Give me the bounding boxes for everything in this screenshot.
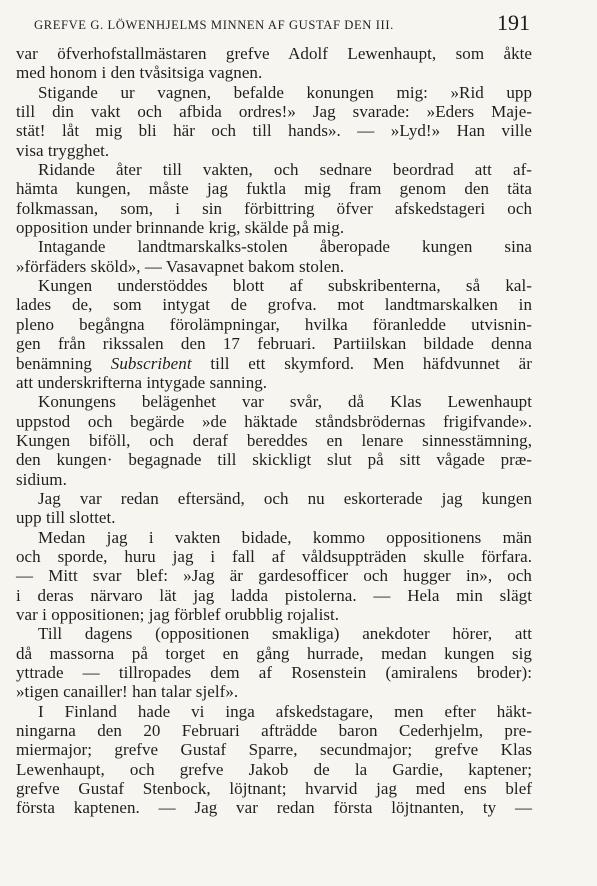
text-line: Konungens belägenhet var svår, då Klas Lewenhaupt bbox=[38, 392, 532, 412]
text-line: stät! låt mig bli här och till hands». — »Lyd!» Han ville bbox=[16, 121, 532, 141]
page-number: 191 bbox=[497, 10, 530, 35]
text-line: opposition under brinnande krig, skälde på mig. bbox=[16, 218, 345, 238]
running-title: GREFVE G. LÖWENHJELMS MINNEN AF GUSTAF DEN III. bbox=[34, 18, 394, 32]
text-line: i deras närvaro lät jag ladda pistolerna. — Hela min slägt bbox=[16, 585, 532, 605]
text-line: Lewenhaupt, och grefve Jakob de la Gardie, kaptener; bbox=[16, 759, 532, 779]
text-line: hämta kungen, måste jag fuktla mig fram genom den täta bbox=[16, 179, 532, 199]
text-line: Jag var redan eftersänd, och nu eskorterade jag kungen bbox=[38, 488, 532, 508]
text-line: ningarna den 20 Februari afträdde baron Cederhjelm, pre- bbox=[16, 721, 532, 741]
text-line: lades de, som intygat de grofva. mot landtmarskalken in bbox=[16, 295, 532, 315]
text-line: Ridande åter till vakten, och sednare beordrad att af- bbox=[38, 160, 532, 180]
text-line: Intagande landtmarskalks-stolen åberopade kungen sina bbox=[38, 237, 532, 257]
text-line: grefve Gustaf Stenbock, löjtnant; hvarvid jag med ens blef bbox=[16, 779, 532, 799]
text-line: gen från rikssalen den 17 februari. Partiilskan bildade denna bbox=[16, 334, 532, 354]
text-line: var i oppositionen; jag förblef orubblig rojalist. bbox=[16, 604, 340, 624]
text-line: upp till slottet. bbox=[16, 508, 116, 528]
text-line: Stigande ur vagnen, befalde konungen mig: »Rid upp bbox=[38, 82, 532, 102]
text-line: benämning Subscribent till ett skymford. Men häfdvunnet är bbox=[16, 353, 532, 373]
text-line: Kungen understöddes blott af subskribenterna, så kal- bbox=[38, 276, 532, 296]
text-line: att underskrifterna intygade sanning. bbox=[16, 372, 268, 392]
text-line: — Mitt svar blef: »Jag är gardesofficer och hugger in», och bbox=[16, 566, 532, 586]
text-line: »tigen canailler! han talar sjelf». bbox=[16, 682, 239, 702]
body-text bbox=[16, 44, 532, 818]
text-line: då massorna på torget en gång hurrade, medan kungen sig bbox=[16, 643, 532, 663]
text-line: sidium. bbox=[16, 469, 67, 489]
text-line: med honom i den tvåsitsiga vagnen. bbox=[16, 63, 263, 83]
text-line: var öfverhofstallmästaren grefve Adolf Lewenhaupt, som åkte bbox=[16, 44, 532, 63]
text-line: den kungen· begagnade till skickligt slut på sitt vågade præ- bbox=[16, 450, 532, 470]
text-line: miermajor; grefve Gustaf Sparre, secundmajor; grefve Klas bbox=[16, 740, 532, 760]
text-line: pleno begångna förolämpningar, hvilka föranledde utvisnin- bbox=[16, 314, 532, 334]
text-line: Till dagens (oppositionen smakliga) anekdoter hörer, att bbox=[38, 624, 532, 644]
text-line: Kungen biföll, och deraf bereddes en lenare sinnesstämning, bbox=[16, 430, 532, 450]
text-line: »förfäders sköld», — Vasavapnet bakom stolen. bbox=[16, 256, 345, 276]
italic-term: Subscribent bbox=[110, 353, 192, 373]
text-line: yttrade — tillropades dem af Rosenstein (amiralens broder): bbox=[16, 663, 532, 682]
text-line: uppstod och begärde »de häktade ståndsbrödernas frigifvande». bbox=[16, 411, 532, 431]
text-line: och sporde, huru jag i fall af våldsuppträden skulle förfara. bbox=[16, 546, 532, 566]
text-line: I Finland hade vi inga afskedstagare, men efter häkt- bbox=[38, 701, 532, 721]
text-line: visa trygghet. bbox=[16, 140, 110, 160]
text-line: Medan jag i vakten bidade, kommo oppositionens män bbox=[38, 527, 532, 547]
text-line: första kaptenen. — Jag var redan första löjtnanten, ty — bbox=[16, 798, 532, 818]
text-line: till din vakt och afbida ordres!» Jag svarade: »Eders Maje- bbox=[16, 102, 532, 122]
text-line: folkmassan, som, i sin förbittring öfver afskedstageri och bbox=[16, 198, 532, 218]
